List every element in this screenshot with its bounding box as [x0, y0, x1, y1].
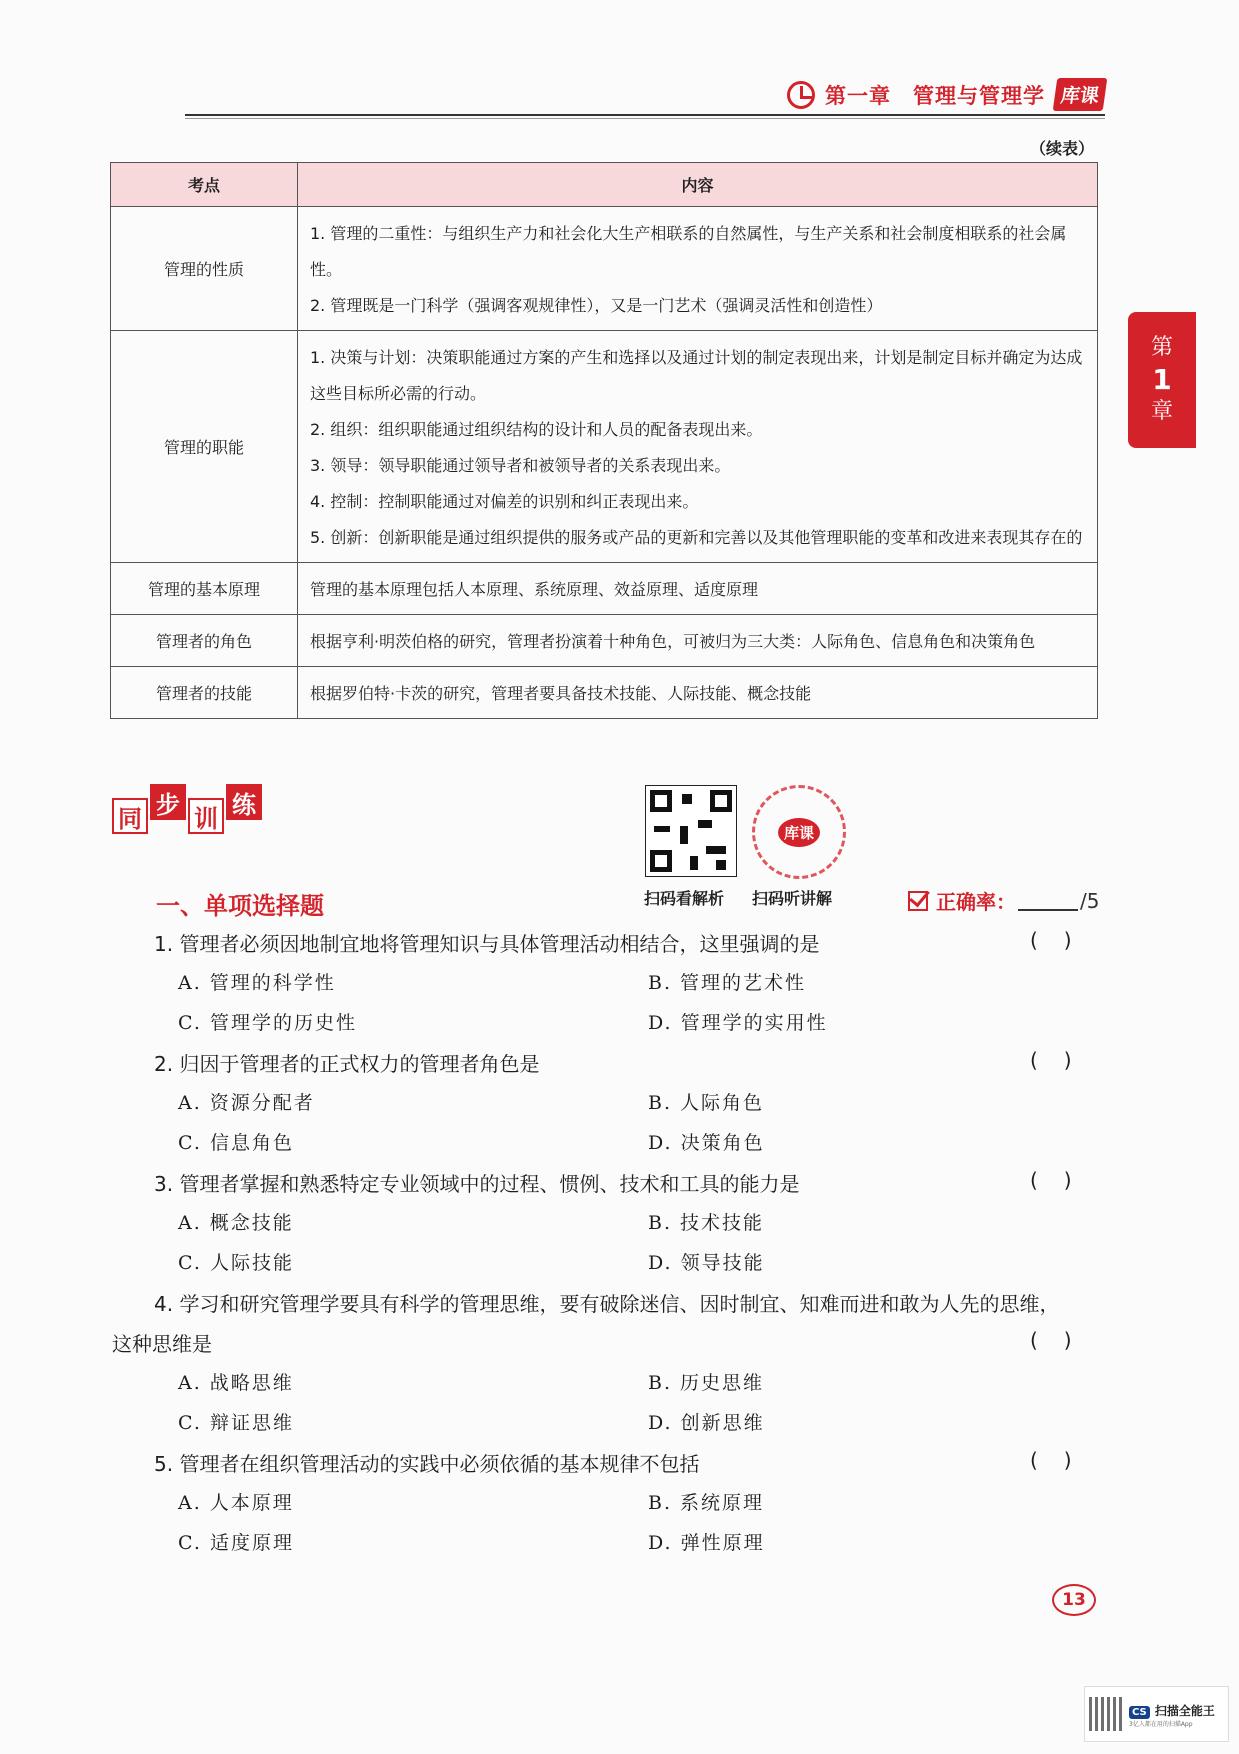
- header-rule: [185, 114, 1105, 116]
- content-line: 5. 创新：创新职能是通过组织提供的服务或产品的更新和完善以及其他管理职能的变革和改进来表现其存在的: [310, 528, 1083, 547]
- question-stem: 5. 管理者在组织管理活动的实践中必须依循的基本规律不包括: [154, 1452, 700, 1476]
- miniprogram-code-icon[interactable]: [752, 785, 846, 879]
- continued-label: （续表）: [1029, 139, 1094, 158]
- page-number: 13: [1052, 1584, 1096, 1616]
- table-key: 管理者的技能: [111, 667, 298, 719]
- chapter-tab: [1128, 312, 1196, 448]
- option-c: C. 辩证思维: [178, 1412, 294, 1434]
- header-rule-thin: [185, 118, 1105, 119]
- option-d: D. 弹性原理: [648, 1532, 765, 1554]
- option-d: D. 管理学的实用性: [648, 1012, 828, 1034]
- accuracy-blank[interactable]: [1018, 891, 1078, 911]
- question-stem: 4. 学习和研究管理学要具有科学的管理思维，要有破除迷信、因时制宜、知难而进和敢为人先的思维，: [154, 1292, 1060, 1316]
- content-line: 2. 组织：组织职能通过组织结构的设计和人员的配备表现出来。: [310, 420, 763, 439]
- table-key: 管理的职能: [111, 331, 298, 563]
- accuracy-label: 正确率：: [936, 890, 1016, 914]
- answer-paren[interactable]: (): [1030, 928, 1098, 952]
- checkbox-icon: [908, 891, 928, 911]
- table-header-key: 考点: [111, 163, 298, 207]
- table-header-content: 内容: [298, 163, 1098, 207]
- answer-paren[interactable]: (): [1030, 1168, 1098, 1192]
- content-line: 2. 管理既是一门科学（强调客观规律性），又是一门艺术（强调灵活性和创造性）: [310, 296, 883, 315]
- watermark-text: [1129, 1700, 1215, 1728]
- chapter-tab-bottom: 章: [1150, 399, 1173, 424]
- option-a: A. 战略思维: [178, 1372, 294, 1394]
- table-row: [111, 667, 1098, 719]
- brand-logo: 库课: [1053, 78, 1108, 111]
- table-content: [298, 207, 1098, 331]
- content-line: 1. 决策与计划：决策职能通过方案的产生和选择以及通过计划的制定表现出来，计划是制定目标并确定为达成这些目标所必需的行动。: [310, 348, 1083, 403]
- content-line: 根据亨利·明茨伯格的研究，管理者扮演着十种角色，可被归为三大类：人际角色、信息角色和决策角色: [310, 632, 1036, 651]
- answer-paren[interactable]: (): [1030, 1448, 1098, 1472]
- chapter-tab-top: 第: [1150, 335, 1173, 360]
- answer-paren[interactable]: (): [1030, 1048, 1098, 1072]
- question-stem: 3. 管理者掌握和熟悉特定专业领域中的过程、惯例、技术和工具的能力是: [154, 1172, 800, 1196]
- option-a: A. 资源分配者: [178, 1092, 315, 1114]
- watermark-qr-icon: [1089, 1697, 1123, 1731]
- option-b: B. 历史思维: [648, 1372, 765, 1394]
- watermark-badge: CS: [1129, 1706, 1150, 1719]
- chapter-label: 第一章: [824, 83, 891, 108]
- option-c: C. 信息角色: [178, 1132, 294, 1154]
- qr-caption-lecture: 扫码听讲解: [752, 889, 833, 908]
- table-row: [111, 331, 1098, 563]
- practice-banner: [112, 784, 262, 834]
- table-content: [298, 331, 1098, 563]
- option-a: A. 管理的科学性: [178, 972, 336, 994]
- option-b: B. 管理的艺术性: [648, 972, 807, 994]
- question-stem-continued: 这种思维是: [112, 1332, 212, 1356]
- option-b: B. 技术技能: [648, 1212, 765, 1234]
- content-line: 1. 管理的二重性：与组织生产力和社会化大生产相联系的自然属性，与生产关系和社会制度相联系的社会属性。: [310, 224, 1067, 279]
- chapter-tab-number: 1: [1152, 363, 1172, 396]
- section-title: 一、单项选择题: [156, 892, 324, 920]
- question-stem: 1. 管理者必须因地制宜地将管理知识与具体管理活动相结合，这里强调的是: [154, 932, 820, 956]
- table-row: [111, 615, 1098, 667]
- table-content: [298, 615, 1098, 667]
- banner-char: 练: [226, 784, 262, 820]
- banner-char: 训: [188, 798, 224, 834]
- table-row: [111, 207, 1098, 331]
- table-content: [298, 563, 1098, 615]
- chapter-title: 管理与管理学: [912, 83, 1045, 108]
- qr-caption-analysis: 扫码看解析: [644, 889, 725, 908]
- option-c: C. 适度原理: [178, 1532, 294, 1554]
- table-key: 管理者的角色: [111, 615, 298, 667]
- option-b: B. 人际角色: [648, 1092, 765, 1114]
- running-header: [787, 78, 1105, 111]
- option-a: A. 人本原理: [178, 1492, 294, 1514]
- scanner-watermark: [1084, 1686, 1229, 1742]
- watermark-name: 扫描全能王: [1154, 1704, 1215, 1718]
- option-c: C. 管理学的历史性: [178, 1012, 357, 1034]
- table-content: [298, 667, 1098, 719]
- accuracy-total: /5: [1080, 888, 1100, 913]
- option-a: A. 概念技能: [178, 1212, 294, 1234]
- banner-char: 步: [150, 784, 186, 820]
- table-row: [111, 563, 1098, 615]
- content-line: 管理的基本原理包括人本原理、系统原理、效益原理、适度原理: [310, 580, 759, 599]
- question-stem: 2. 归因于管理者的正式权力的管理者角色是: [154, 1052, 540, 1076]
- table-key: 管理的性质: [111, 207, 298, 331]
- qr-code-icon[interactable]: [645, 785, 737, 877]
- content-line: 4. 控制：控制职能通过对偏差的识别和纠正表现出来。: [310, 492, 699, 511]
- content-line: 根据罗伯特·卡茨的研究，管理者要具备技术技能、人际技能、概念技能: [310, 684, 812, 703]
- table-key: 管理的基本原理: [111, 563, 298, 615]
- answer-paren[interactable]: (): [1030, 1328, 1098, 1352]
- option-c: C. 人际技能: [178, 1252, 294, 1274]
- option-d: D. 决策角色: [648, 1132, 765, 1154]
- banner-char: 同: [112, 798, 148, 834]
- option-d: D. 领导技能: [648, 1252, 765, 1274]
- clock-icon: [787, 81, 815, 109]
- option-d: D. 创新思维: [648, 1412, 765, 1434]
- watermark-sub: 3亿人都在用的扫描App: [1129, 1721, 1193, 1728]
- miniprogram-logo: 库课: [778, 818, 820, 847]
- knowledge-table: [110, 162, 1098, 719]
- option-b: B. 系统原理: [648, 1492, 765, 1514]
- content-line: 3. 领导：领导职能通过领导者和被领导者的关系表现出来。: [310, 456, 731, 475]
- accuracy-field: [908, 886, 1099, 915]
